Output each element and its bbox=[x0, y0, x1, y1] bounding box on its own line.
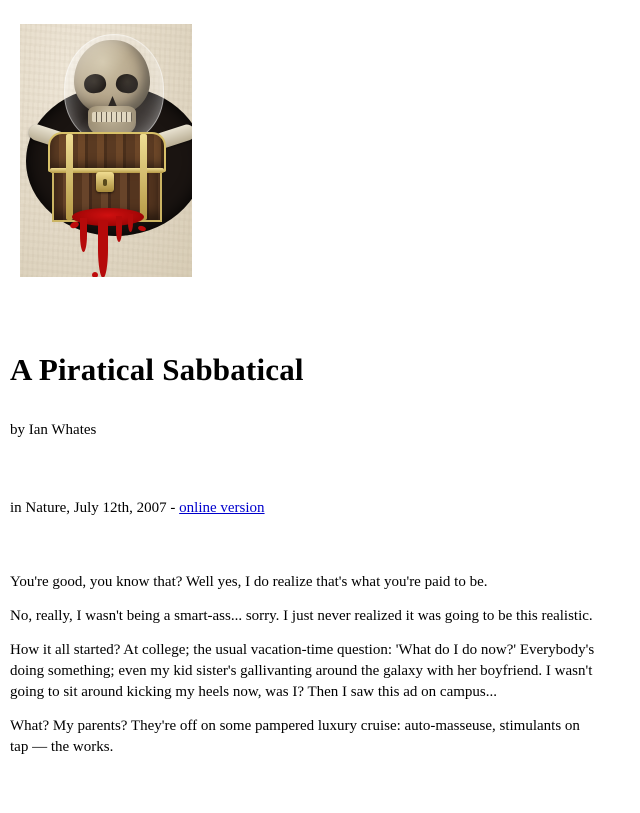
blood-splatter-icon bbox=[64, 208, 156, 277]
paragraph: You're good, you know that? Well yes, I do realize that's what you're paid to be. bbox=[10, 574, 488, 590]
page-title: A Piratical Sabbatical bbox=[10, 352, 304, 387]
paragraph: What? My parents? They're off on some pampered luxury cruise: auto-masseuse, stimulants on tap — the works. bbox=[10, 718, 580, 755]
blood-drip bbox=[98, 220, 108, 277]
online-version-link[interactable]: online version bbox=[179, 500, 265, 516]
blood-speck bbox=[137, 225, 146, 232]
publication-info bbox=[10, 500, 265, 517]
glass-dome-icon bbox=[64, 34, 164, 144]
byline: by Ian Whates bbox=[10, 422, 97, 438]
article-body bbox=[10, 572, 600, 771]
blood-drip bbox=[80, 218, 87, 252]
paragraph: No, really, I wasn't being a smart-ass... sorry. I just never realized it was going to be this realistic. bbox=[10, 608, 593, 624]
blood-drip bbox=[116, 216, 122, 242]
blood-speck bbox=[92, 272, 98, 277]
blood-drip bbox=[128, 214, 133, 232]
chest-lock-icon bbox=[96, 172, 114, 192]
publication-source: in Nature, July 12th, 2007 - bbox=[10, 500, 180, 516]
story-illustration bbox=[20, 24, 192, 277]
blood-speck bbox=[69, 221, 80, 230]
paragraph: How it all started? At college; the usual vacation-time question: 'What do I do now?' Everybody's doing something; even my kid sister's gallivanting around the galaxy with her boyfriend. I wasn't going to sit around kicking my heels now, was I? Then I saw this ad on campus... bbox=[10, 642, 595, 700]
